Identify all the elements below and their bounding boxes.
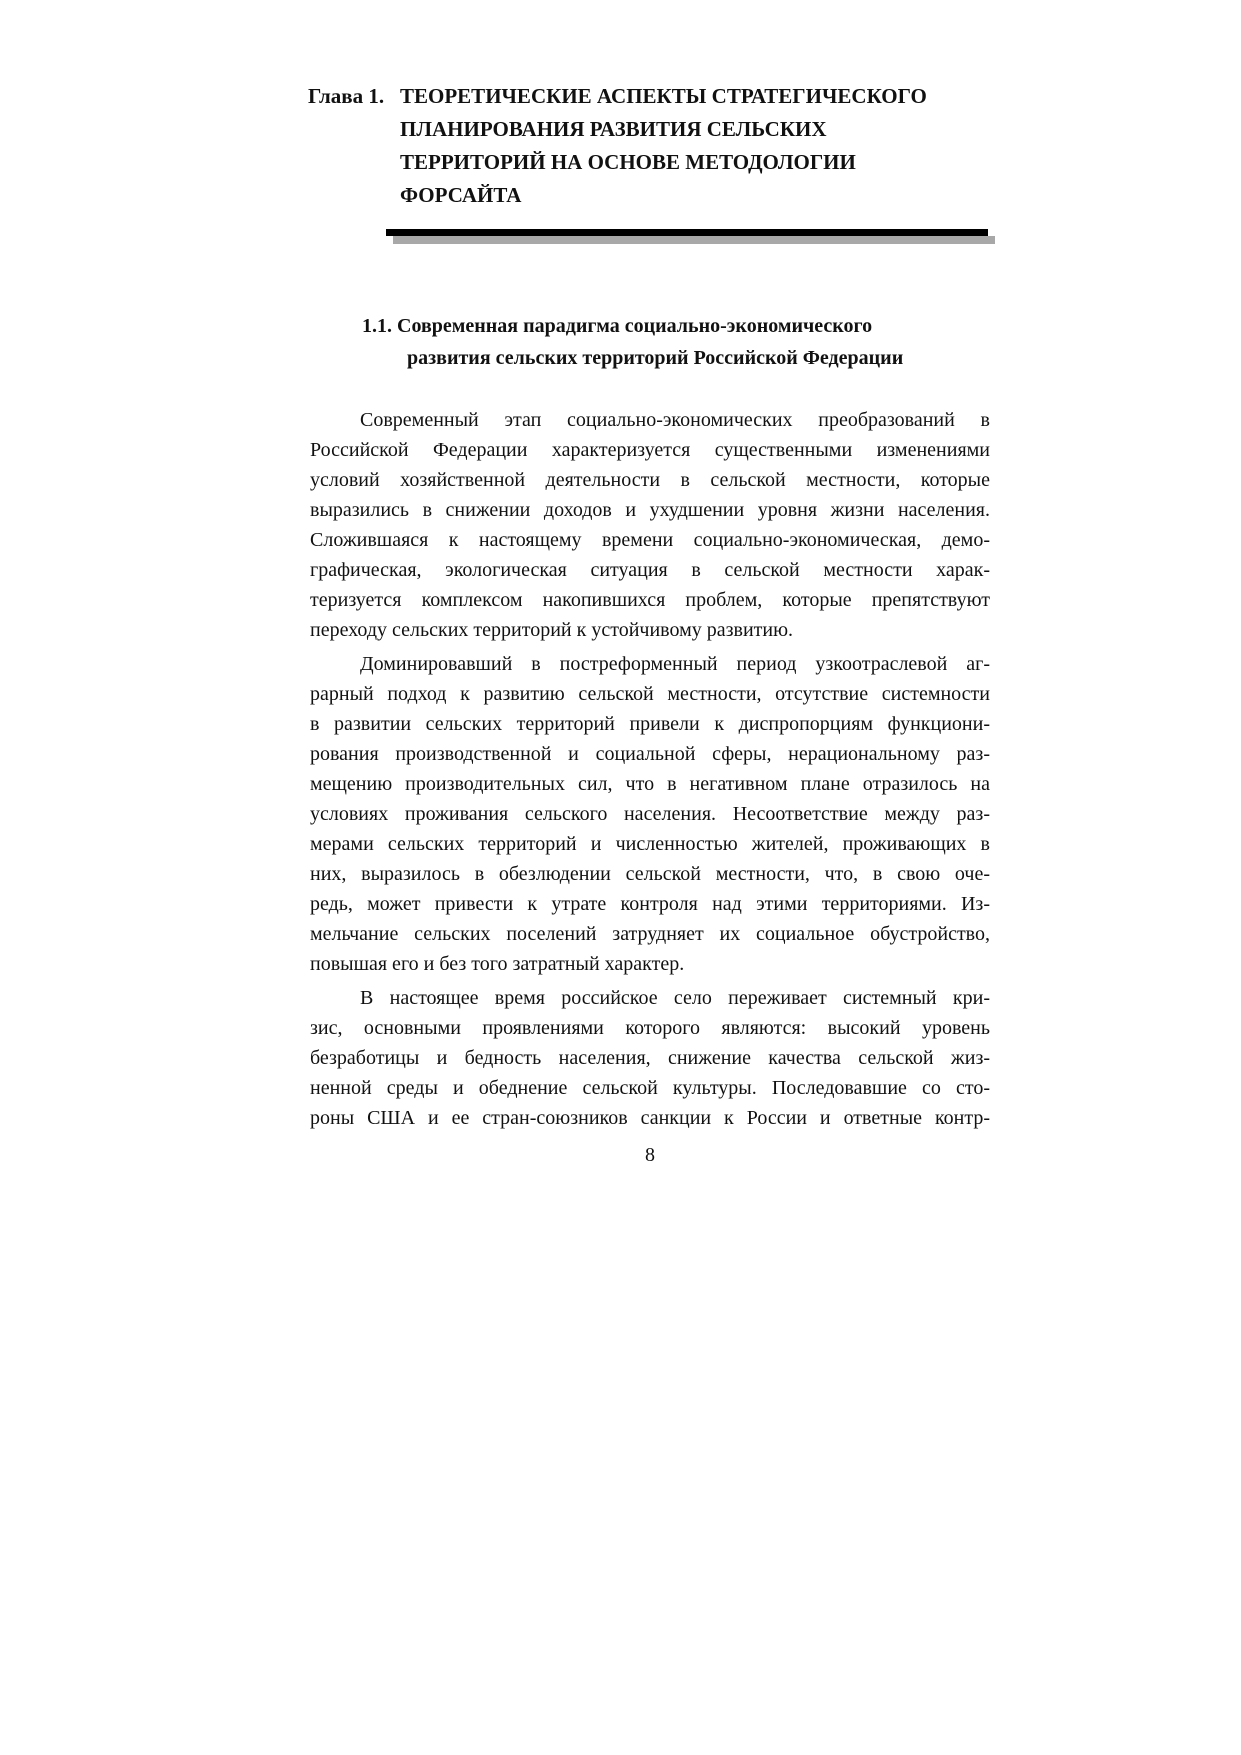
text-line: роны США и ее стран-союзников санкции к России и ответные контр- [310,1107,990,1129]
text-line: выразились в снижении доходов и ухудшении уровня жизни населения. [310,499,990,521]
text-line: условиях проживания сельского населения. Несоответствие между раз- [310,803,990,825]
section-heading [362,310,1002,374]
section-title-line: развития сельских территорий Российской Федерации [407,347,904,369]
chapter-title-line: ФОРСАЙТА [400,183,522,207]
chapter-rule [386,229,988,236]
text-line: Российской Федерации характеризуется существенными изменениями [310,439,990,461]
chapter-label: Глава 1. [308,84,385,108]
text-line: мерами сельских территорий и численностью жителей, проживающих в [310,833,990,855]
text-line: Современный этап социально-экономических преобразований в [360,409,990,431]
paragraph-1 [310,405,990,645]
text-line: повышая его и без того затратный характер. [310,953,685,975]
text-line: теризуется комплексом накопившихся проблем, которые препятствуют [310,589,990,611]
paragraph-2 [310,649,990,979]
chapter-title-line: ТЕОРЕТИЧЕСКИЕ АСПЕКТЫ СТРАТЕГИЧЕСКОГО [400,84,927,108]
text-line: ненной среды и обеднение сельской культуры. Последовавшие со сто- [310,1077,990,1099]
page-number: 8 [645,1144,655,1166]
text-line: в развитии сельских территорий привели к диспропорциям функциони- [310,713,990,735]
text-line: рования производственной и социальной сферы, нерациональному раз- [310,743,990,765]
text-line: Доминировавший в постреформенный период узкоотраслевой аг- [360,653,990,675]
chapter-title [400,80,1000,212]
text-line: графическая, экологическая ситуация в сельской местности харак- [310,559,990,581]
text-line: них, выразилось в обезлюдении сельской местности, что, в свою оче- [310,863,990,885]
text-line: переходу сельских территорий к устойчивому развитию. [310,619,794,641]
text-line: мельчание сельских поселений затрудняет их социальное обустройство, [310,923,990,945]
text-line: В настоящее время российское село переживает системный кри- [360,987,990,1009]
text-line: рарный подход к развитию сельской местности, отсутствие системности [310,683,990,705]
body-text [310,405,990,1137]
chapter-rule-shadow [393,236,995,244]
paragraph-3 [310,983,990,1133]
chapter-title-line: ПЛАНИРОВАНИЯ РАЗВИТИЯ СЕЛЬСКИХ [400,117,827,141]
section-title-line: 1.1. Современная парадигма социально-экономического [362,315,873,337]
text-line: редь, может привести к утрате контроля над этими территориями. Из- [310,893,990,915]
text-line: условий хозяйственной деятельности в сельской местности, которые [310,469,990,491]
chapter-title-line: ТЕРРИТОРИЙ НА ОСНОВЕ МЕТОДОЛОГИИ [400,150,856,174]
text-line: Сложившаяся к настоящему времени социально-экономическая, демо- [310,529,990,551]
text-line: мещению производительных сил, что в негативном плане отразилось на [310,773,990,795]
text-line: зис, основными проявлениями которого являются: высокий уровень [310,1017,990,1039]
text-line: безработицы и бедность населения, снижение качества сельской жиз- [310,1047,990,1069]
